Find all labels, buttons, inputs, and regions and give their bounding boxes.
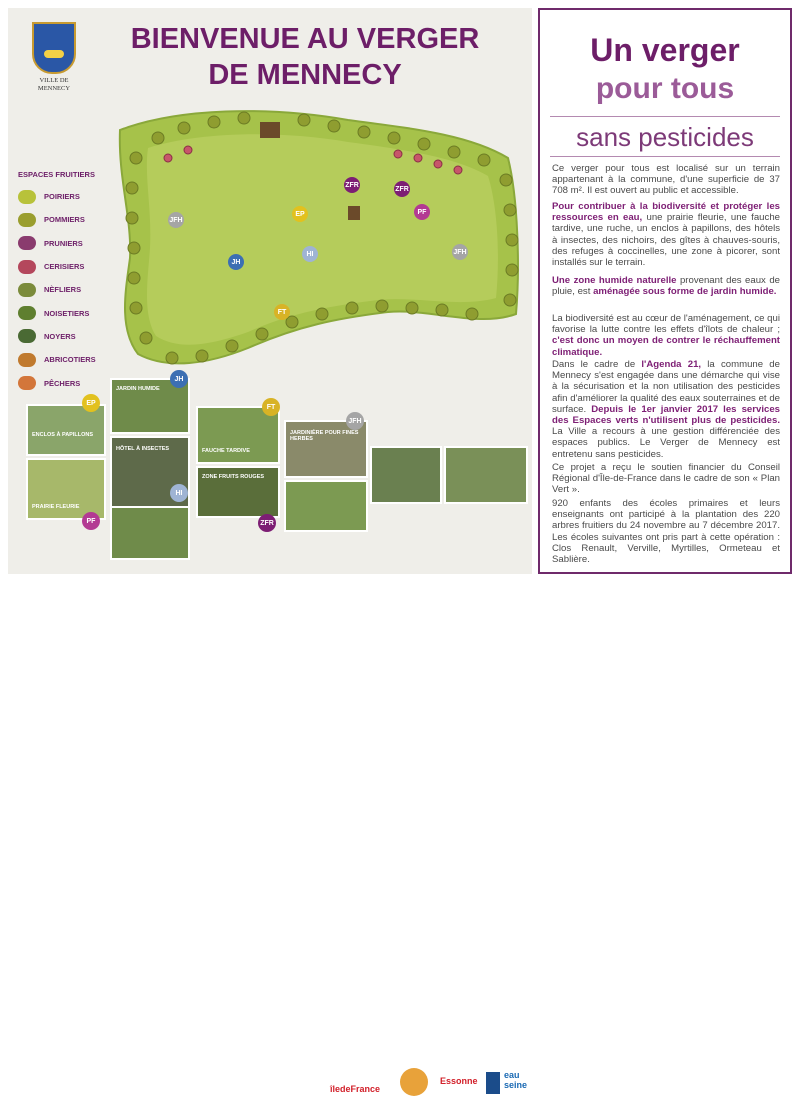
photo-children: [110, 506, 190, 560]
peach-tree-icon: [18, 376, 36, 390]
main-title-line1: BIENVENUE AU VERGER: [130, 23, 480, 55]
title-pour-tous: pour tous: [595, 72, 735, 105]
legend-item: NOYERS: [18, 325, 96, 348]
paragraph-3: Une zone humide naturelle provenant des eaux de pluie, est aménagée sous forme de jardin humide.: [552, 275, 780, 298]
photo-prairie: PRAIRIE FLEURIE: [26, 458, 106, 520]
apricot-tree-icon: [18, 353, 36, 367]
paragraph-6: Ce projet a reçu le soutien financier du Conseil Régional d'Île-de-France dans le cadre de son « Plan Vert ».: [552, 462, 780, 496]
cherry-tree-icon: [18, 260, 36, 274]
title-sans-pesticides: sans pesticides: [576, 122, 754, 152]
apple-tree-icon: [18, 213, 36, 227]
map-tag: HI: [302, 246, 318, 262]
paragraph-5: Dans le cadre de l'Agenda 21, la commune de Mennecy s'est engagée dans une démarche qui vise à la sécurisation et la non utilisation des pesticides afin d'améliorer la qualité des eaux souterraines et de surface. Depuis le 1er janvier 2017 les services des Espaces verts n'utilisent plus de pesticides. La Ville a recours à une gestion différenciée des espaces publics. Le Verger de Mennecy est entretenu sans pesticides.: [552, 359, 780, 460]
map-tag: PF: [414, 204, 430, 220]
medlar-tree-icon: [18, 283, 36, 297]
title-un-verger: Un verger: [590, 32, 740, 68]
pear-tree-icon: [18, 190, 36, 204]
legend-item: POIRIERS: [18, 185, 96, 208]
photo-tag: ZFR: [258, 514, 276, 532]
divider: [550, 156, 780, 157]
photo-tag: JFH: [346, 412, 364, 430]
legend-title: ESPACES FRUITIERS: [18, 170, 95, 179]
photo-planting-3: [444, 446, 528, 504]
main-title-line2: DE MENNECY: [208, 59, 402, 91]
essonne-logo: Essonne: [440, 1076, 478, 1086]
paragraph-1: Ce verger pour tous est localisé sur un terrain appartenant à la commune, d'une superficie de 37 708 m². Il est ouvert au public et accessible.: [552, 163, 780, 197]
photo-jardiniere: JARDINIÈRE POUR FINES HERBES: [284, 420, 368, 478]
legend-item: POMMIERS: [18, 208, 96, 231]
eau-seine-logo: eau seine: [504, 1070, 528, 1090]
photo-tag: EP: [82, 394, 100, 412]
legend-item: NOISETIERS: [18, 301, 96, 324]
photo-tag: FT: [262, 398, 280, 416]
paragraph-2: Pour contribuer à la biodiversité et protéger les ressources en eau, une prairie fleurie, une fauche tardive, une ruche, un enclos à papillons, des hôtels à insectes, des nichoirs, des gîtes à chauves-souris, des refuges à coccinelles, une zone à picorer, sont installés sur le terrain.: [552, 201, 780, 269]
map-tag: ZFR: [394, 181, 410, 197]
legend: [18, 170, 96, 395]
photo-tag: HI: [170, 484, 188, 502]
map-tag: EP: [292, 206, 308, 222]
photo-jardin-humide: JARDIN HUMIDE: [110, 378, 190, 434]
beehive: [348, 206, 360, 220]
map-tag: JFH: [452, 244, 468, 260]
city-name: VILLE DE MENNECY: [37, 77, 71, 92]
photo-fruits-rouges: ZONE FRUITS ROUGES: [196, 466, 280, 518]
photo-tag: JH: [170, 370, 188, 388]
ile-de-france-logo: îledeFrance: [330, 1084, 381, 1094]
photo-enclos: ENCLOS À PAPILLONS: [26, 404, 106, 456]
legend-item: CERISIERS: [18, 255, 96, 278]
paragraph-4: La biodiversité est au cœur de l'aménagement, ce qui favorise la lutte contre les effets d'îlots de chaleur ; c'est donc un moyen de contrer le réchauffement climatique.: [552, 313, 780, 358]
legend-item: PÊCHERS: [18, 371, 96, 394]
text-panel: [538, 8, 792, 574]
divider: [550, 116, 780, 117]
legend-item: NÈFLIERS: [18, 278, 96, 301]
photo-fauche: FAUCHE TARDIVE: [196, 406, 280, 464]
legend-item: ABRICOTIERS: [18, 348, 96, 371]
paragraph-7: 920 enfants des écoles primaires et leurs enseignants ont participé à la plantation des 220 arbres fruitiers du 24 novembre au 7 décembre 2017. Les écoles suivantes ont pris part à cette opération : Clos Renault, Verville, Myrtilles, Ormeteau et Sablière.: [552, 498, 780, 566]
photo-tag: PF: [82, 512, 100, 530]
map-tag: JH: [228, 254, 244, 270]
map-tag: ZFR: [344, 177, 360, 193]
hazel-tree-icon: [18, 306, 36, 320]
photo-hotel: HÔTEL À INSECTES: [110, 436, 190, 522]
region-logo: [400, 1068, 428, 1096]
map-tag: FT: [274, 304, 290, 320]
walnut-tree-icon: [18, 329, 36, 343]
department-logo: [486, 1072, 500, 1094]
legend-item: PRUNIERS: [18, 232, 96, 255]
photo-planting-2: [370, 446, 442, 504]
map-tag: JFH: [168, 212, 184, 228]
cabin: [260, 122, 280, 138]
plum-tree-icon: [18, 236, 36, 250]
photo-planting: [284, 480, 368, 532]
